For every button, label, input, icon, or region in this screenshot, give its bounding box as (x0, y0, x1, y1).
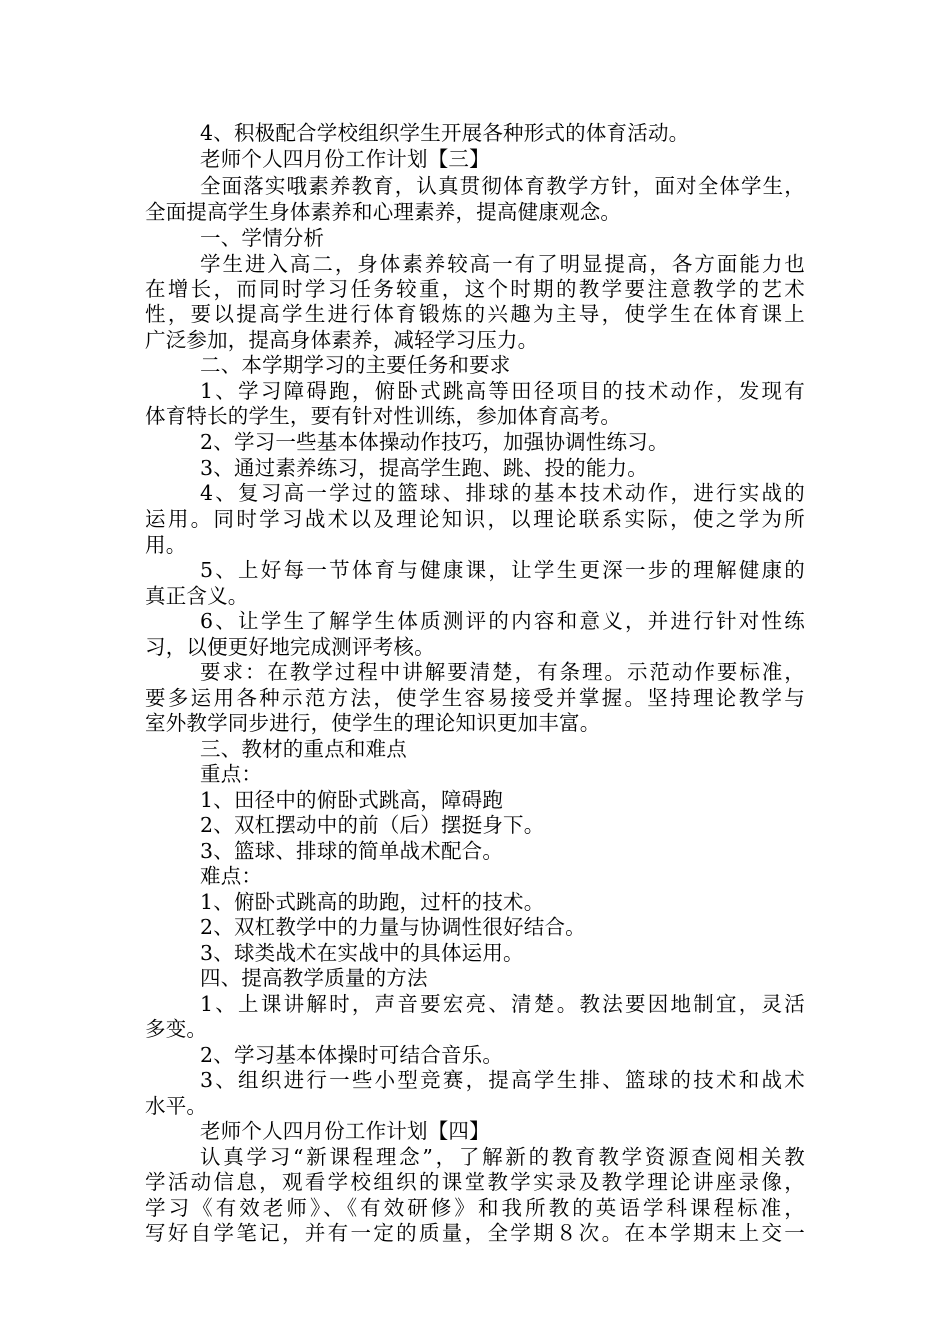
subheading: 难点： (200, 864, 263, 888)
paragraph-line: 用。 (145, 533, 187, 557)
section-heading: 一、学情分析 (200, 226, 325, 250)
list-item: 3、组织进行一些小型竞赛，提高学生排、篮球的技术和战术 (200, 1068, 805, 1092)
paragraph-line: 全面落实哦素养教育，认真贯彻体育教学方针，面对全体学生， (200, 174, 805, 198)
paragraph-line: 学习《有效老师》、《有效研修》和我所教的英语学科课程标准， (145, 1196, 805, 1220)
paragraph-line: 全面提高学生身体素养和心理素养，提高健康观念。 (145, 200, 622, 224)
section-heading: 二、本学期学习的主要任务和要求 (200, 353, 511, 377)
section-heading: 四、提高教学质量的方法 (200, 966, 428, 990)
paragraph-line: 水平。 (145, 1094, 208, 1118)
list-item: 1、俯卧式跳高的助跑，过杆的技术。 (200, 890, 545, 914)
list-item: 5、上好每一节体育与健康课，让学生更深一步的理解健康的 (200, 558, 805, 582)
list-item: 3、球类战术在实战中的具体运用。 (200, 941, 524, 965)
paragraph-line: 学活动信息，观看学校组织的课堂教学实录及教学理论讲座录像， (145, 1170, 805, 1194)
subheading: 重点： (200, 762, 263, 786)
paragraph-line: 体育特长的学生，要有针对性训练，参加体育高考。 (145, 404, 622, 428)
list-item: 1、上课讲解时，声音要宏亮、清楚。教法要因地制宜，灵活 (200, 992, 805, 1016)
list-item: 6、让学生了解学生体质测评的内容和意义，并进行针对性练 (200, 609, 805, 633)
list-item: 1、田径中的俯卧式跳高，障碍跑 (200, 788, 504, 812)
paragraph-line: 室外教学同步进行，使学生的理论知识更加丰富。 (145, 711, 601, 735)
paragraph-line: 习，以便更好地完成测评考核。 (145, 635, 435, 659)
paragraph-line: 要求：在教学过程中讲解要清楚，有条理。示范动作要标准， (200, 660, 805, 684)
paragraph-line: 性，要以提高学生进行体育锻炼的兴趣为主导，使学生在体育课上 (145, 302, 805, 326)
paragraph-line: 广泛参加，提高身体素养，减轻学习压力。 (145, 328, 539, 352)
list-item: 3、篮球、排球的简单战术配合。 (200, 839, 504, 863)
paragraph-line: 在增长，而同时学习任务较重，这个时期的教学要注意教学的艺术 (145, 277, 805, 301)
paragraph-line: 写好自学笔记，并有一定的质量，全学期８次。在本学期末上交一 (145, 1221, 805, 1245)
paragraph-line: 真正含义。 (145, 584, 249, 608)
section-heading: 老师个人四月份工作计划【四】 (200, 1119, 490, 1143)
section-heading: 三、教材的重点和难点 (200, 737, 407, 761)
section-heading: 老师个人四月份工作计划【三】 (200, 147, 490, 171)
paragraph-line: 学生进入高二，身体素养较高一有了明显提高，各方面能力也 (200, 252, 805, 276)
list-item: 1、学习障碍跑，俯卧式跳高等田径项目的技术动作，发现有 (200, 379, 805, 403)
list-item: 2、双杠教学中的力量与协调性很好结合。 (200, 915, 586, 939)
paragraph-line: 要多运用各种示范方法，使学生容易接受并掌握。坚持理论教学与 (145, 686, 805, 710)
list-item: 2、学习基本体操时可结合音乐。 (200, 1043, 504, 1067)
list-item: 2、双杠摆动中的前（后）摆挺身下。 (200, 813, 545, 837)
list-item: 4、复习高一学过的篮球、排球的基本技术动作，进行实战的 (200, 481, 805, 505)
list-item: 3、通过素养练习，提高学生跑、跳、投的能力。 (200, 456, 648, 480)
list-item: 4、积极配合学校组织学生开展各种形式的体育活动。 (200, 121, 690, 145)
list-item: 2、学习一些基本体操动作技巧，加强协调性练习。 (200, 430, 669, 454)
paragraph-line: 多变。 (145, 1017, 208, 1041)
paragraph-line: 认真学习“新课程理念”，了解新的教育教学资源查阅相关教 (200, 1145, 805, 1169)
paragraph-line: 运用。同时学习战术以及理论知识，以理论联系实际，使之学为所 (145, 507, 805, 531)
